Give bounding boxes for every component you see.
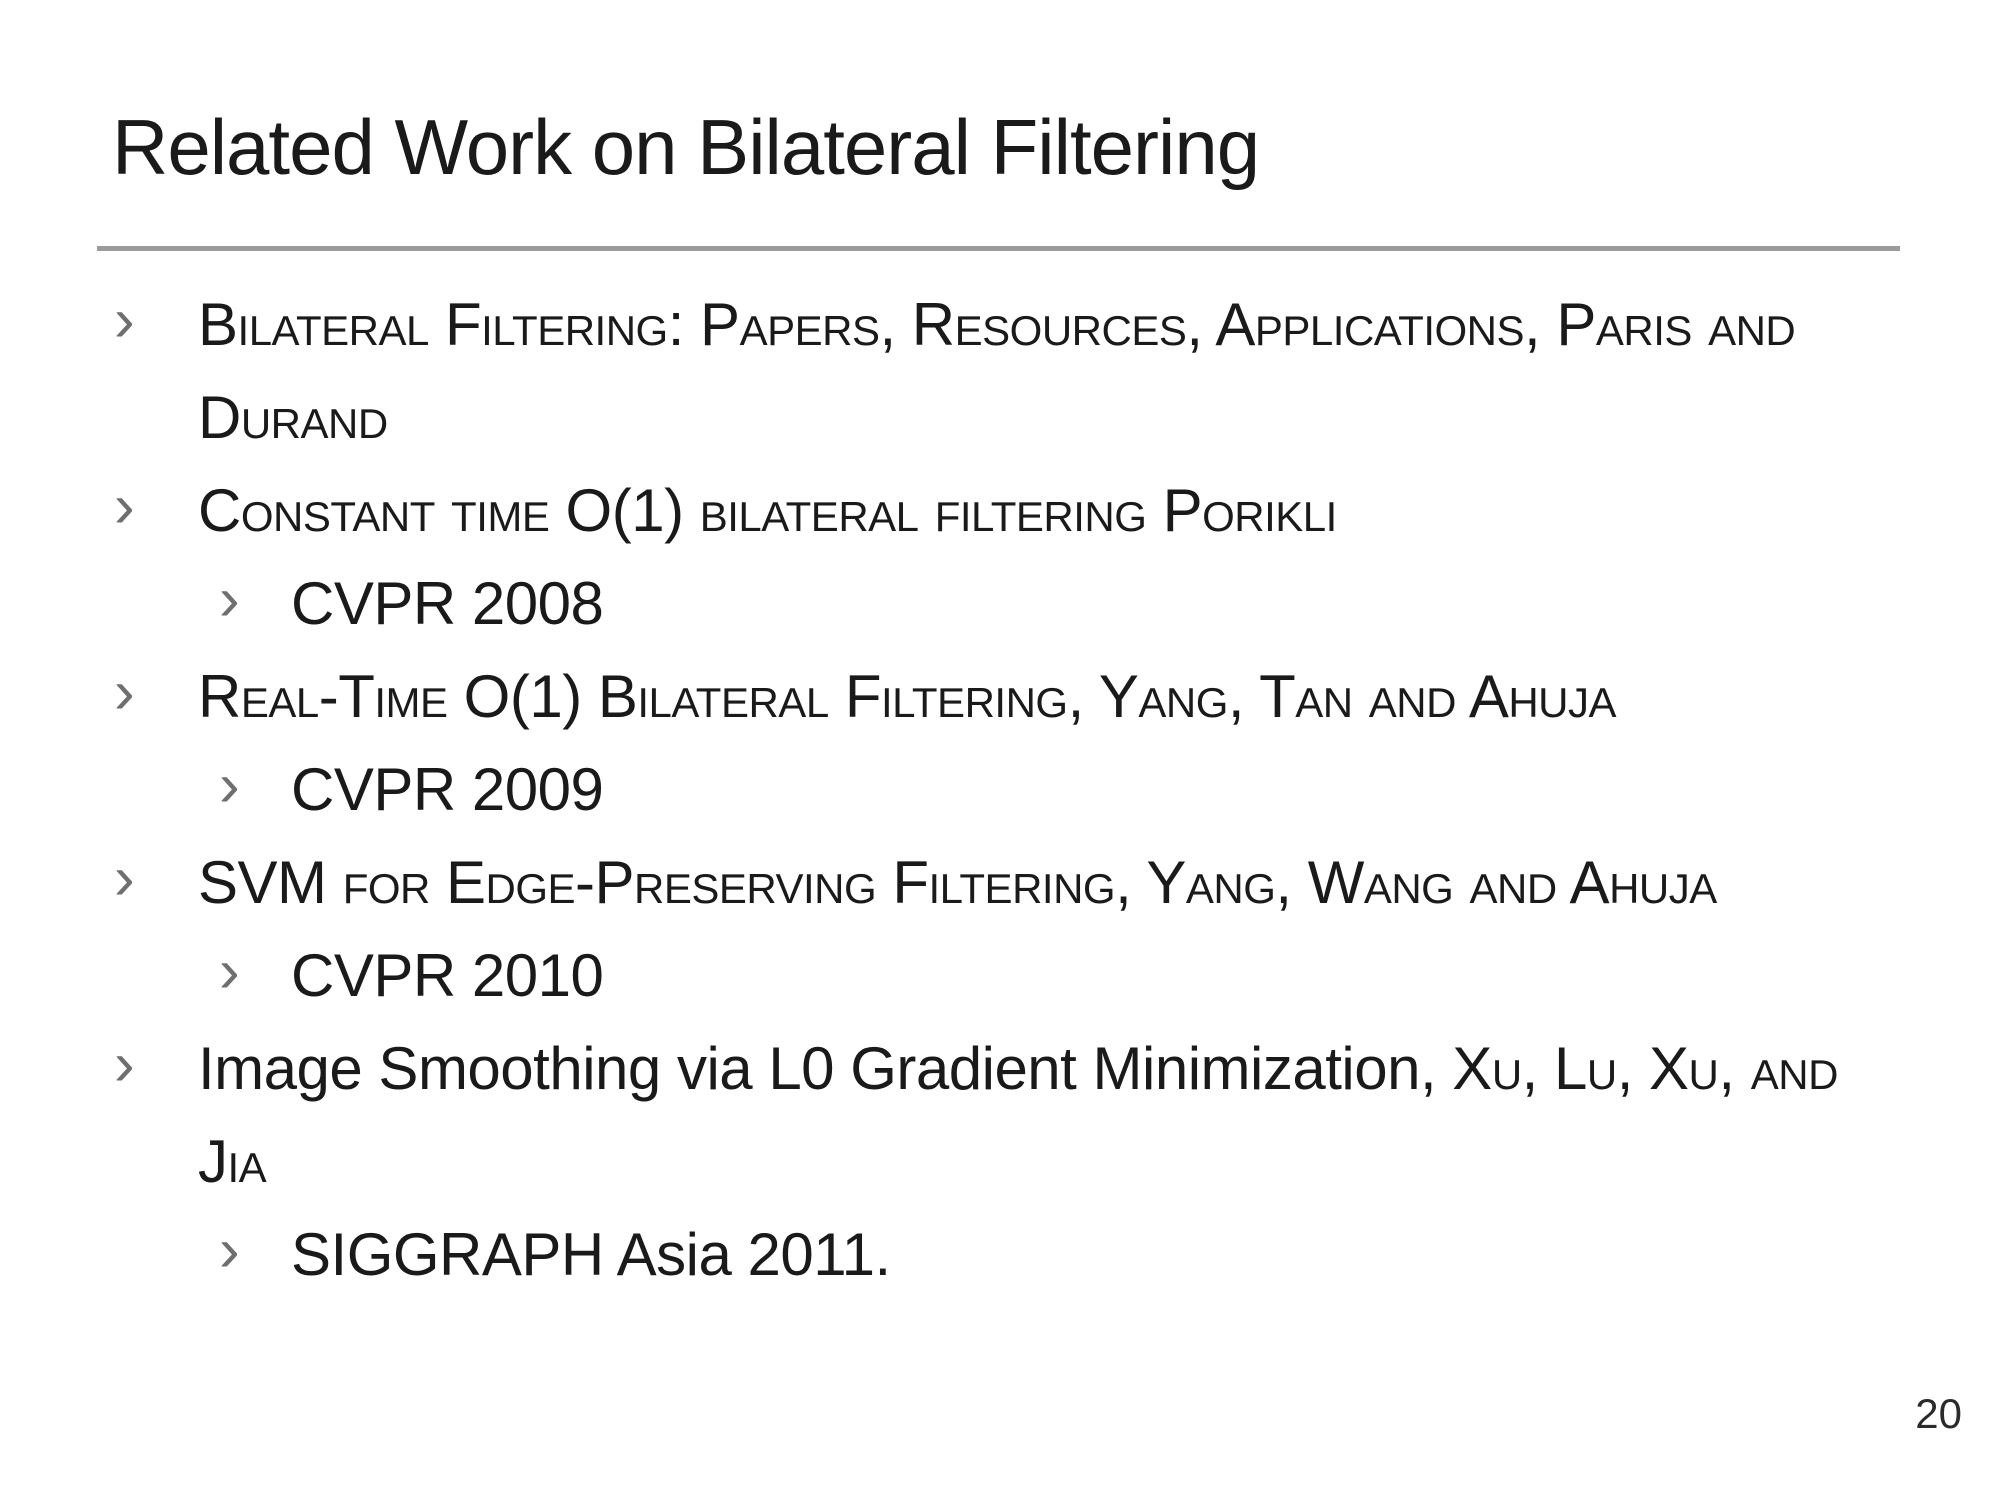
- bullet-text: [291, 557, 603, 650]
- smallcaps-text-segment: Constant time O(1) bilateral filtering Porikli: [198, 477, 1337, 544]
- sub-bullet-item: [0, 929, 2000, 1022]
- bullet-item: [0, 650, 2000, 743]
- title-divider: [97, 246, 1900, 251]
- chevron-bullet-icon: ›: [114, 1029, 135, 1099]
- text-segment: CVPR 2008: [291, 570, 604, 637]
- chevron-bullet-icon: ›: [114, 843, 135, 913]
- text-segment: CVPR 2010: [291, 942, 604, 1009]
- bullet-text: [291, 743, 603, 836]
- chevron-bullet-icon: ›: [219, 564, 240, 634]
- chevron-bullet-icon: ›: [114, 285, 135, 355]
- bullet-text: [198, 464, 1337, 557]
- chevron-bullet-icon: ›: [114, 471, 135, 541]
- chevron-bullet-icon: ›: [219, 1215, 240, 1285]
- smallcaps-text-segment: Real-Time O(1) Bilateral Filtering, Yang, Tan and Ahuja: [198, 663, 1617, 730]
- smallcaps-text-segment: Jia: [198, 1128, 267, 1195]
- sub-bullet-item: [0, 743, 2000, 836]
- text-segment: SIGGRAPH Asia 2011.: [291, 1221, 891, 1288]
- bullet-item: [0, 464, 2000, 557]
- bullet-text: [198, 371, 388, 464]
- text-segment: Image Smoothing via L0 Gradient Minimization,: [198, 1035, 1453, 1102]
- bullet-text: [291, 929, 603, 1022]
- bullet-item: [0, 1115, 2000, 1208]
- bullet-item: [0, 836, 2000, 929]
- sub-bullet-item: [0, 557, 2000, 650]
- chevron-bullet-icon: ›: [219, 936, 240, 1006]
- smallcaps-text-segment: Bilateral Filtering: Papers, Resources, Applications, Paris and: [198, 291, 1796, 358]
- bullet-text: [198, 1115, 266, 1208]
- bullet-text: [198, 650, 1616, 743]
- smallcaps-text-segment: Xu, Lu, Xu, and: [1452, 1035, 1838, 1102]
- smallcaps-text-segment: Durand: [198, 384, 388, 451]
- chevron-bullet-icon: ›: [219, 750, 240, 820]
- text-segment: CVPR 2009: [291, 756, 604, 823]
- bullet-item: [0, 371, 2000, 464]
- bullet-item: [0, 1022, 2000, 1115]
- bullet-text: [198, 278, 1795, 371]
- slide-title: Related Work on Bilateral Filtering: [112, 103, 1260, 191]
- smallcaps-text-segment: SVM for Edge-Preserving Filtering, Yang, Wang and Ahuja: [198, 849, 1717, 916]
- page-number: 20: [1915, 1390, 1962, 1437]
- bullet-text: [198, 1022, 1838, 1115]
- sub-bullet-item: [0, 1208, 2000, 1301]
- chevron-bullet-icon: ›: [114, 657, 135, 727]
- bullet-text: [291, 1208, 891, 1301]
- bullet-text: [198, 836, 1717, 929]
- bullet-item: [0, 278, 2000, 371]
- bullet-list: [0, 278, 2000, 1301]
